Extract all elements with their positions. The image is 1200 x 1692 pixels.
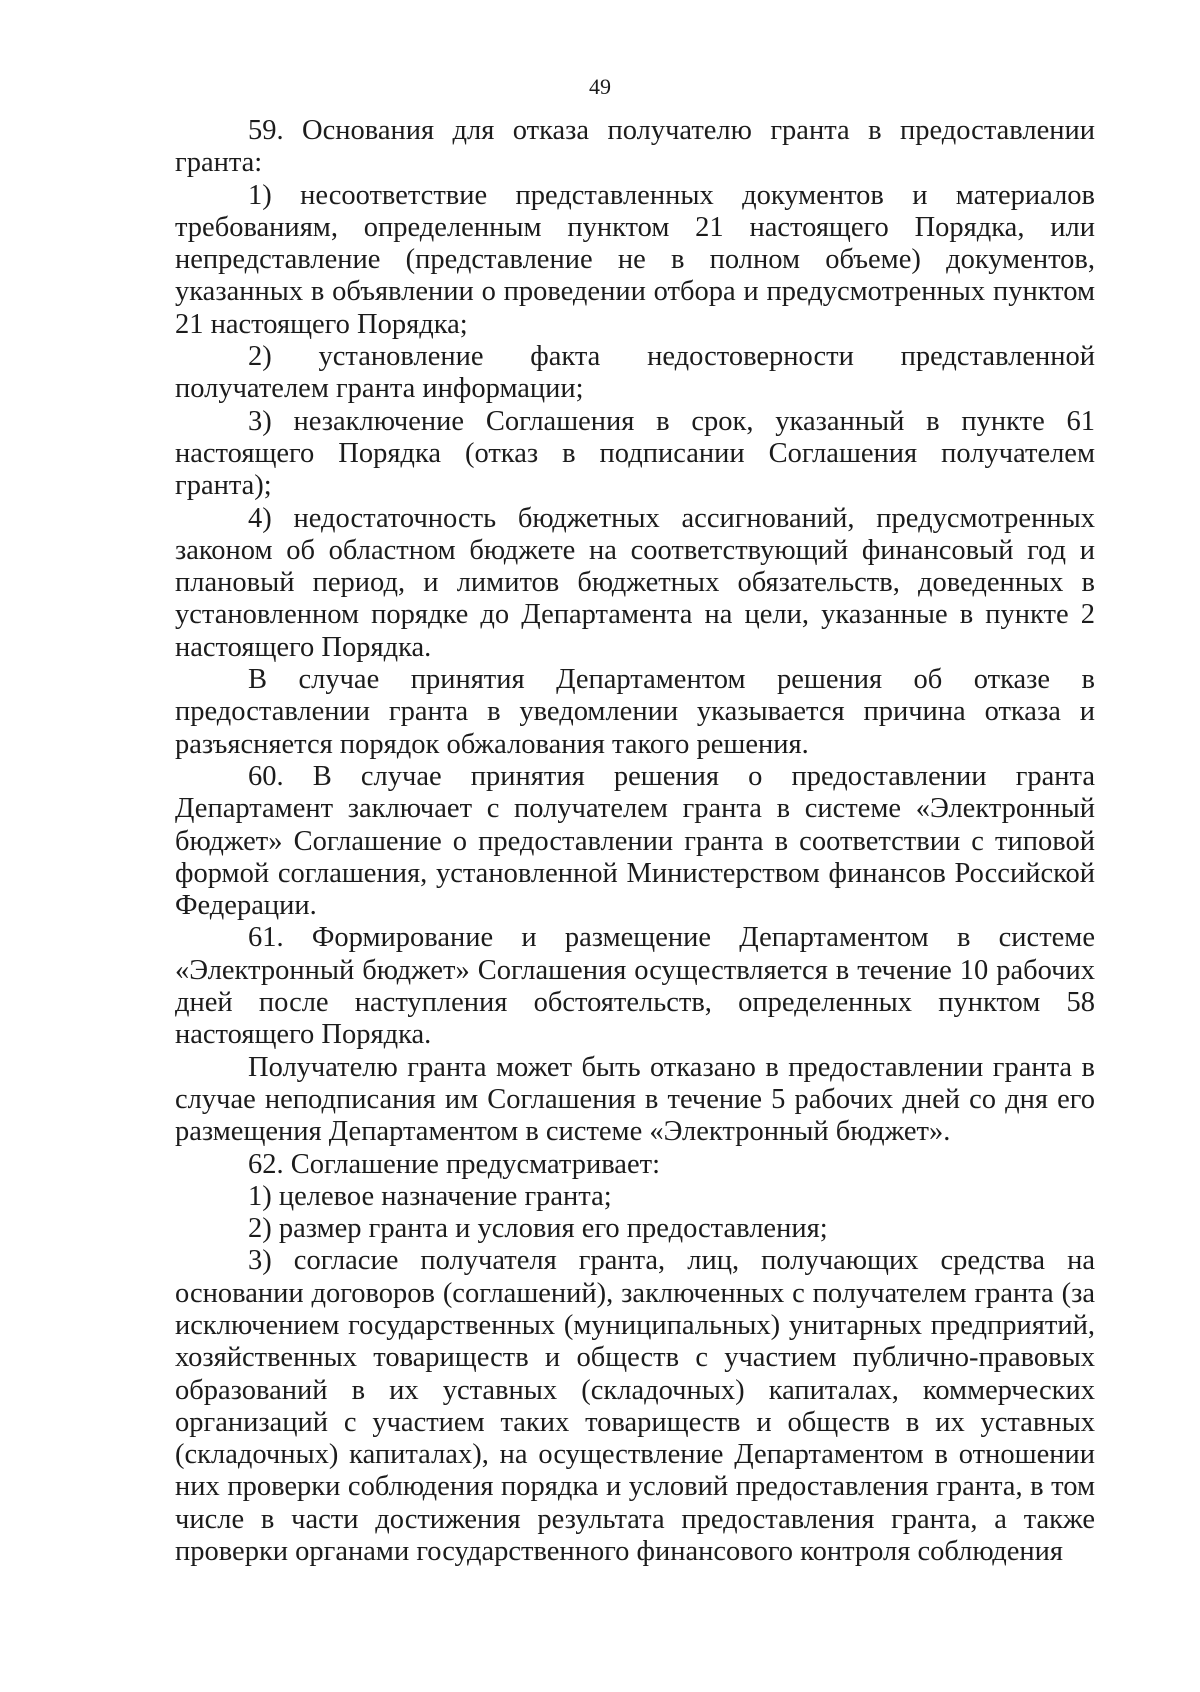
paragraph-62-item-2: 2) размер гранта и условия его предоставления; [248,1213,828,1245]
paragraph-59-item-2: 2) установление факта недостоверности представленной получателем гранта информации; [175,341,1095,405]
document-body [175,115,1095,1568]
page-number: 49 [589,74,611,99]
paragraph-59-refusal-notice: В случае принятия Департаментом решения об отказе в предоставлении гранта в уведомлении указывается причина отказа и разъясняется порядок обжалования такого решения. [175,664,1095,760]
paragraph-61: 61. Формирование и размещение Департаментом в системе «Электронный бюджет» Соглашения осуществляется в течение 10 рабочих дней после наступления обстоятельств, определенных пунктом 58 настоящего Порядка. [175,922,1095,1051]
paragraph-61-refusal: Получателю гранта может быть отказано в предоставлении гранта в случае неподписания им Соглашения в течение 5 рабочих дней со дня его размещения Департаментом в системе «Электронный бюджет». [175,1051,1095,1148]
paragraph-62-item-3: 3) согласие получателя гранта, лиц, получающих средства на основании договоров (соглашений), заключенных с получателем гранта (за исключением государственных (муниципальных) унитарных предприятий, хозяйственных товариществ и обществ с участием публично-правовых образований в их уставных (складочных) капиталах, коммерческих организаций с участием таких товариществ и обществ в их уставных (складочных) капиталах), на осуществление Департаментом в отношении них проверки соблюдения порядка и условий предоставления гранта, в том числе в части достижения результата предоставления гранта, а также проверки органами государственного финансового контроля соблюдения [175,1245,1095,1568]
paragraph-62-item-1: 1) целевое назначение гранта; [248,1180,612,1212]
paragraph-59-item-4: 4) недостаточность бюджетных ассигнований, предусмотренных законом об областном бюджете на соответствующий финансовый год и плановый период, и лимитов бюджетных обязательств, доведенных в установленном порядке до Департамента на цели, указанные в пункте 2 настоящего Порядка. [175,502,1095,663]
paragraph-59-heading: 59. Основания для отказа получателю гранта в предоставлении гранта: [175,115,1095,179]
paragraph-60: 60. В случае принятия решения о предоставлении гранта Департамент заключает с получателем гранта в системе «Электронный бюджет» Соглашение о предоставлении гранта в соответствии с типовой формой соглашения, установленной Министерством финансов Российской Федерации. [175,760,1095,922]
paragraph-62-heading: 62. Соглашение предусматривает: [248,1148,660,1180]
paragraph-59-item-1: 1) несоответствие представленных документов и материалов требованиям, определенным пунктом 21 настоящего Порядка, или непредставление (представление не в полном объеме) документов, указанных в объявлении о проведении отбора и предусмотренных пунктом 21 настоящего Порядка; [175,179,1095,340]
paragraph-59-item-3: 3) незаключение Соглашения в срок, указанный в пункте 61 настоящего Порядка (отказ в подписании Соглашения получателем гранта); [175,405,1095,502]
